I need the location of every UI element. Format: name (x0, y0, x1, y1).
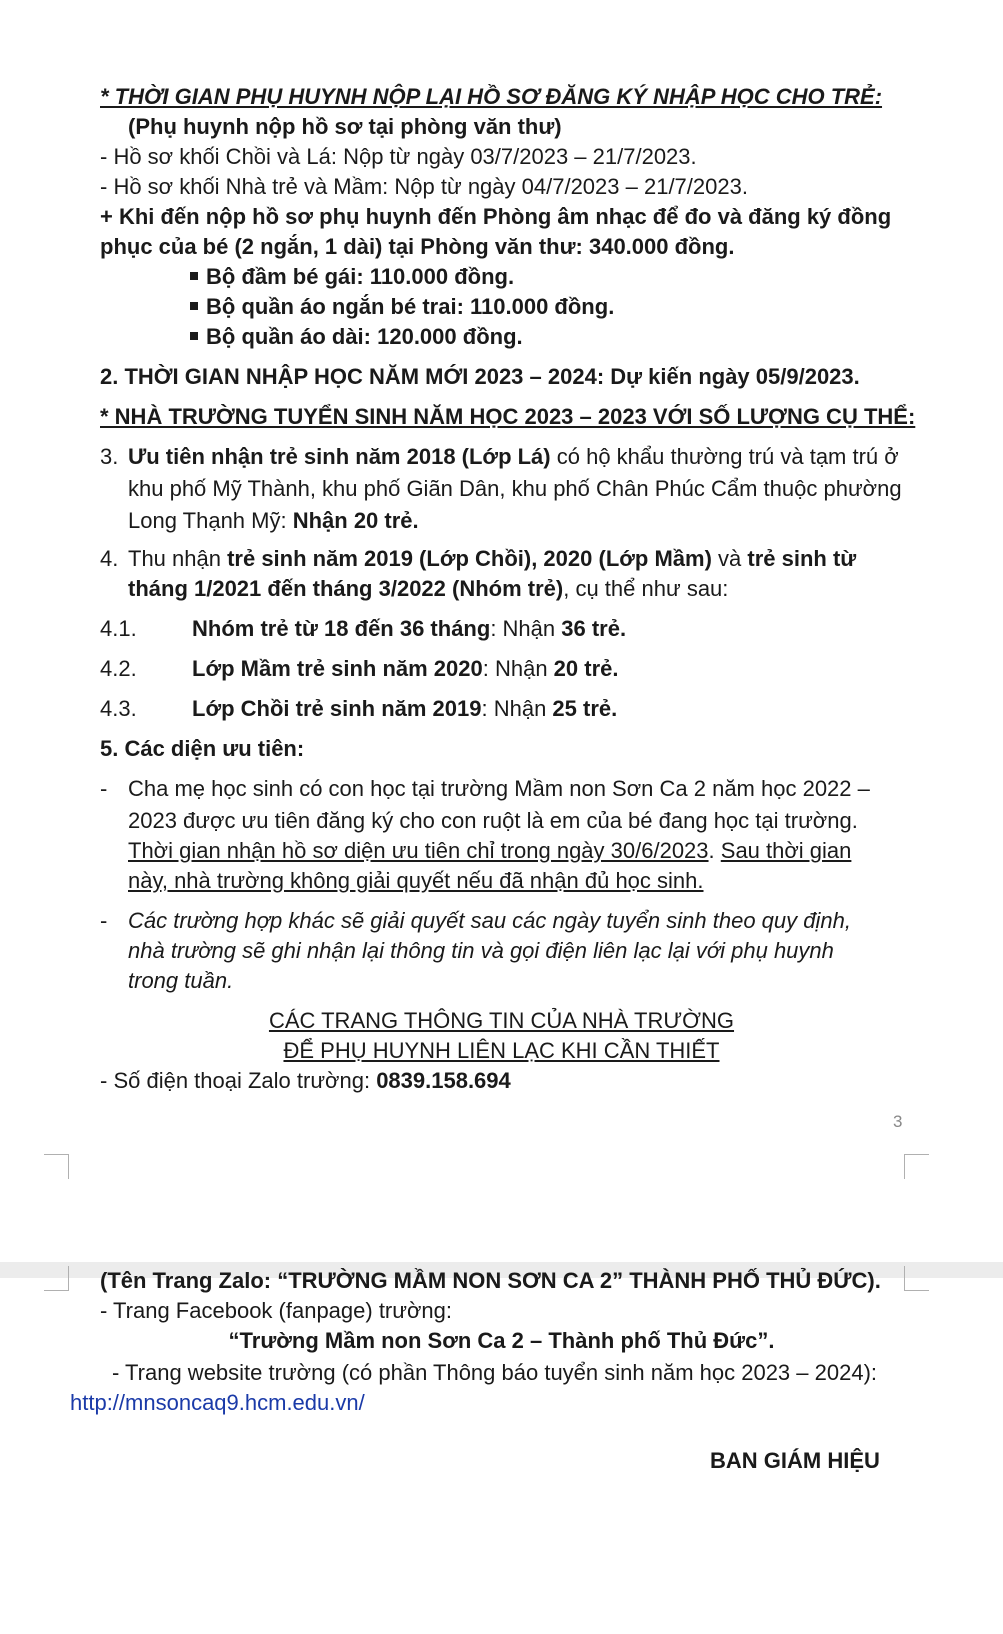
item-3-number: 3. (100, 444, 119, 469)
zalo-page-name: (Tên Trang Zalo: “TRƯỜNG MẦM NON SƠN CA 2” THÀNH PHỐ THỦ ĐỨC). (100, 1268, 881, 1293)
signature-board: BAN GIÁM HIỆU (710, 1448, 880, 1473)
priority-para-1-line-2: 2023 được ưu tiên đăng ký cho con ruột là em của bé đang học tại trường. (128, 808, 858, 833)
item-4-line-2: tháng 1/2021 đến tháng 3/2022 (Nhóm trẻ), cụ thể như sau: (128, 576, 729, 601)
square-bullet-icon (190, 272, 198, 280)
priority-para-1-line-1: Cha mẹ học sinh có con học tại trường Mầm non Sơn Ca 2 năm học 2022 – (128, 776, 870, 801)
uniform-item: Bộ đầm bé gái: 110.000 đồng. (190, 262, 514, 292)
item-2-start-date: 2. THỜI GIAN NHẬP HỌC NĂM MỚI 2023 – 2024: Dự kiến ngày 05/9/2023. (100, 364, 860, 389)
crop-mark-icon (904, 1154, 929, 1179)
item-4-number: 4. (100, 546, 119, 571)
square-bullet-icon (190, 332, 198, 340)
uniform-item: Bộ quần áo dài: 120.000 đồng. (190, 322, 523, 352)
item-4-line-1: Thu nhận trẻ sinh năm 2019 (Lớp Chồi), 2020 (Lớp Mầm) và trẻ sinh từ (128, 546, 857, 571)
dash-marker: - (100, 776, 108, 801)
page-number: 3 (893, 1112, 903, 1131)
priority-para-2-line-2: nhà trường sẽ ghi nhận lại thông tin và gọi điện liên lạc lại với phụ huynh (128, 938, 834, 963)
item-3-line-3: Long Thạnh Mỹ: Nhận 20 trẻ. (128, 508, 419, 533)
sub-item-number: 4.3. (100, 696, 137, 721)
enrollment-heading: * NHÀ TRƯỜNG TUYỂN SINH NĂM HỌC 2023 – 2023 VỚI SỐ LƯỢNG CỤ THỂ: (100, 404, 916, 429)
item-5-title: 5. Các diện ưu tiên: (100, 736, 305, 761)
square-bullet-icon (190, 302, 198, 310)
item-3-line-2: khu phố Mỹ Thành, khu phố Giãn Dân, khu phố Chân Phúc Cẩm thuộc phường (128, 476, 902, 501)
facebook-page-name: “Trường Mầm non Sơn Ca 2 – Thành phố Thủ Đức”. (228, 1328, 775, 1353)
uniform-line-2: phục của bé (2 ngắn, 1 dài) tại Phòng văn thư: 340.000 đồng. (100, 234, 735, 259)
sub-item-4-1: Nhóm trẻ từ 18 đến 36 tháng: Nhận 36 trẻ. (192, 616, 627, 641)
crop-mark-icon (44, 1154, 69, 1179)
priority-para-2-line-1: Các trường hợp khác sẽ giải quyết sau các ngày tuyển sinh theo quy định, (128, 908, 851, 933)
uniform-line-1: + Khi đến nộp hồ sơ phụ huynh đến Phòng âm nhạc để đo và đăng ký đồng (100, 204, 892, 229)
contacts-title-1: CÁC TRANG THÔNG TIN CỦA NHÀ TRƯỜNG (268, 1008, 735, 1033)
timeline-item-nhatre-mam: - Hồ sơ khối Nhà trẻ và Mầm: Nộp từ ngày 04/7/2023 – 21/7/2023. (100, 174, 748, 199)
facebook-label: - Trang Facebook (fanpage) trường: (100, 1298, 452, 1323)
item-3-line-1: Ưu tiên nhận trẻ sinh năm 2018 (Lớp Lá) có hộ khẩu thường trú và tạm trú ở (128, 444, 899, 469)
uniform-item: Bộ quần áo ngắn bé trai: 110.000 đồng. (190, 292, 614, 322)
sub-item-4-2: Lớp Mầm trẻ sinh năm 2020: Nhận 20 trẻ. (192, 656, 619, 681)
document-page-4 (0, 1268, 1003, 1634)
sub-item-number: 4.1. (100, 616, 137, 641)
crop-mark-icon (904, 1266, 929, 1291)
sub-item-4-3: Lớp Chồi trẻ sinh năm 2019: Nhận 25 trẻ. (192, 696, 618, 721)
priority-para-2-line-3: trong tuần. (128, 968, 234, 993)
contacts-title-2: ĐỂ PHỤ HUYNH LIÊN LẠC KHI CẦN THIẾT (283, 1038, 720, 1063)
website-link[interactable]: http://mnsoncaq9.hcm.edu.vn/ (70, 1390, 365, 1415)
zalo-phone: - Số điện thoại Zalo trường: 0839.158.694 (100, 1068, 511, 1093)
priority-para-1-line-4: này, nhà trường không giải quyết nếu đã nhận đủ học sinh. (128, 868, 704, 893)
timeline-note: (Phụ huynh nộp hồ sơ tại phòng văn thư) (128, 114, 562, 139)
timeline-heading: * THỜI GIAN PHỤ HUYNH NỘP LẠI HỒ SƠ ĐĂNG KÝ NHẬP HỌC CHO TRẺ: (100, 84, 883, 109)
crop-mark-icon (44, 1266, 69, 1291)
sub-item-number: 4.2. (100, 656, 137, 681)
dash-marker: - (100, 908, 108, 933)
timeline-item-choi-la: - Hồ sơ khối Chồi và Lá: Nộp từ ngày 03/7/2023 – 21/7/2023. (100, 144, 697, 169)
priority-para-1-line-3: Thời gian nhận hồ sơ diện ưu tiên chỉ trong ngày 30/6/2023. Sau thời gian (128, 838, 852, 863)
website-label: - Trang website trường (có phần Thông báo tuyển sinh năm học 2023 – 2024): (112, 1360, 878, 1385)
